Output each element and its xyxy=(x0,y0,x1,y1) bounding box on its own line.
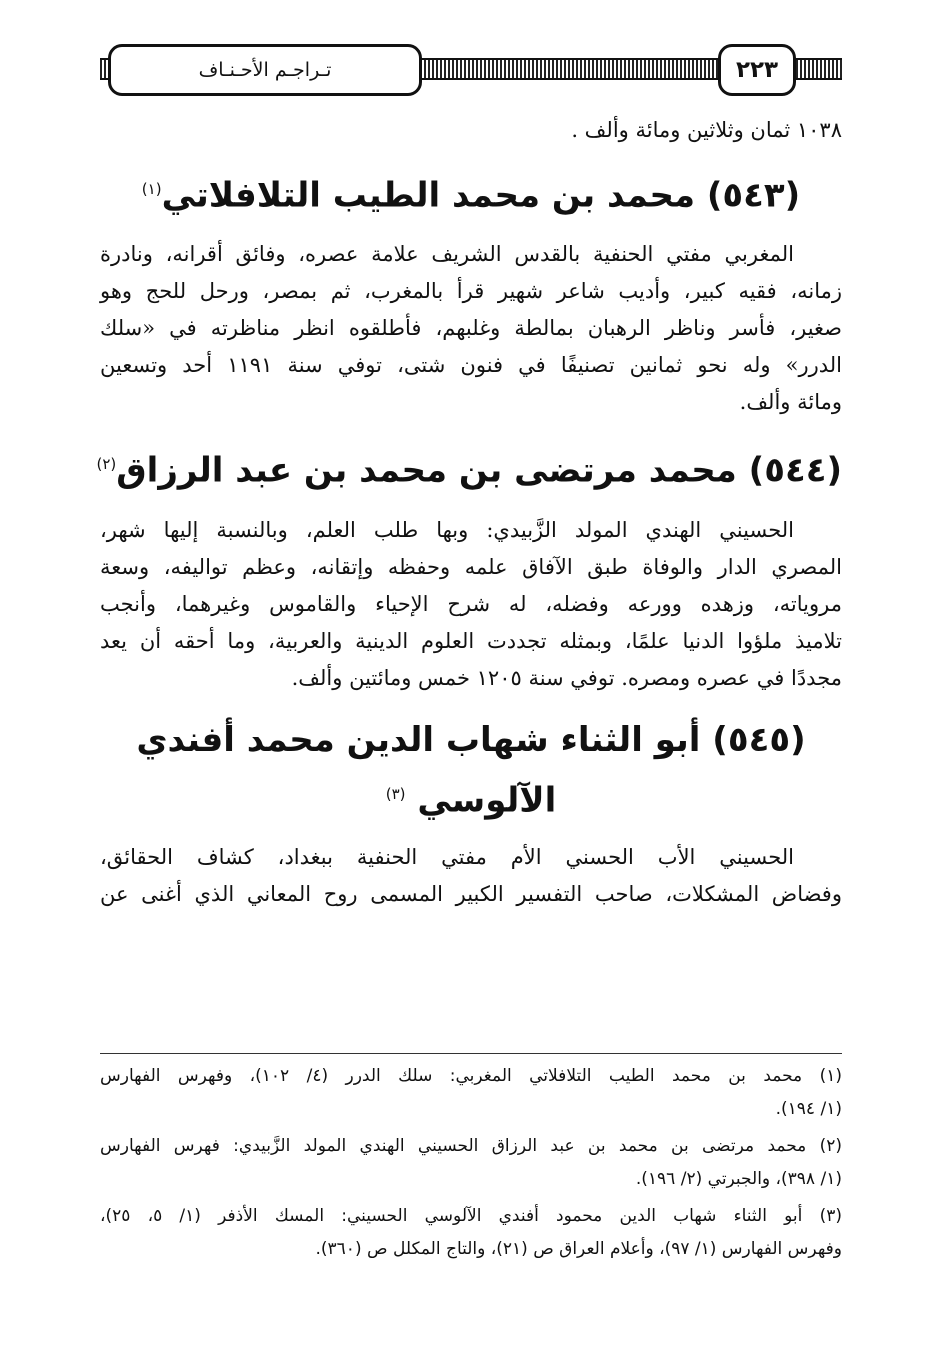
body-line: وفضاض المشكلات، صاحب التفسير الكبير المسمى روح المعاني الذي أغنى عن xyxy=(100,881,842,906)
entry-heading-text: (٥٤٣) محمد بن محمد الطيب التلافلاتي xyxy=(161,175,801,216)
footnotes xyxy=(100,1060,842,1270)
entry-heading-544 xyxy=(96,437,842,497)
body-line: صغير، فأسر وناظر الرهبان بمالطة وغلبهم، فأطلقوه انظر مناظرته في «سلك xyxy=(100,316,842,341)
running-header xyxy=(100,44,842,98)
entry-body-544 xyxy=(100,512,842,697)
entry-heading-545-line2 xyxy=(100,767,842,827)
body-line: مروياته، وزهده وورعه وفضله، له شرح الإحياء والقاموس وغيرهما، وأنجب xyxy=(100,591,842,616)
entry-body-543 xyxy=(100,236,842,421)
body-line: المغربي مفتي الحنفية بالقدس الشريف علامة عصره، وفائق أقرانه، ونادرة xyxy=(100,242,794,267)
page-number: ٢٢٣ xyxy=(735,57,779,83)
body-line: مجددًا في عصره ومصره. توفي سنة ١٢٠٥ خمس ومائتين وألف. xyxy=(291,665,842,690)
body-line: تلاميذ ملؤوا الدنيا علمًا، وبمثله تجددت العلوم الدينية والعربية، وما أحقه أن يعد xyxy=(100,628,842,653)
entry-heading-text: (٥٤٤) محمد مرتضى بن محمد بن عبد الرزاق xyxy=(116,450,842,491)
body-line: الدرر» وله نحو ثمانين تصنيفًا في فنون شتى، توفي سنة ١١٩١ أحد وتسعين xyxy=(100,353,842,378)
footnote-line: (١) محمد بن محمد الطيب التلافلاتي المغربي: سلك الدرر (٤/ ١٠٢)، وفهرس الفهارس xyxy=(100,1066,842,1086)
entry-heading-545 xyxy=(100,713,842,767)
footnote-ref: (٣) xyxy=(385,784,406,803)
body-line: الحسيني الهندي المولد الزَّبيدي: وبها طلب العلم، وبالنسبة إليها شهر، xyxy=(100,517,794,542)
body-line: ومائة وألف. xyxy=(739,390,842,415)
running-title: تـراجـم الأحـنـاف xyxy=(198,59,332,81)
footnote-ref: (١) xyxy=(141,180,162,198)
page-body xyxy=(96,110,842,913)
carry-over-line: ١٠٣٨ ثمان وثلاثين ومائة وألف . xyxy=(571,118,842,142)
footnote-2 xyxy=(100,1130,842,1196)
page-number-box xyxy=(718,44,796,96)
entry-heading-text: الآلوسي xyxy=(417,779,557,820)
body-line: زمانه، فقيه كبير، وأديب شاعر شهير قرأ بالمغرب، ثم بمصر، ورحل للحج وهو xyxy=(100,279,842,304)
footnote-line: (٢) محمد مرتضى بن محمد بن عبد الرزاق الحسيني الهندي المولد الزَّبيدي: فهرس الفهارس xyxy=(100,1136,842,1156)
footnote-line: (١/ ٣٩٨)، والجبرتي (٢/ ١٩٦). xyxy=(635,1169,842,1189)
entry-heading-543 xyxy=(100,162,842,222)
entry-heading-text: (٥٤٥) أبو الثناء شهاب الدين محمد أفندي xyxy=(136,719,806,760)
running-title-box xyxy=(108,44,422,96)
body-line: المصري الدار والوفاة طبق الآفاق علمه وحفظه وإتقانه، وعظم تواليفه، وسعة xyxy=(100,554,842,579)
footnote-line: وفهرس الفهارس (١/ ٩٧)، وأعلام العراق ص (٢١)، والتاج المكلل ص (٣٦٠). xyxy=(315,1239,842,1259)
footnote-line: (١/ ١٩٤). xyxy=(775,1099,842,1119)
footnote-separator xyxy=(100,1053,842,1054)
body-line: الحسيني الأب الحسني الأم مفتي الحنفية ببغداد، كشاف الحقائق، xyxy=(100,844,794,869)
footnote-ref: (٢) xyxy=(96,455,117,474)
footnote-line: (٣) أبو الثناء شهاب الدين محمود أفندي الآلوسي الحسيني: المسك الأذفر (١/ ٥، ٢٥)، xyxy=(100,1206,842,1226)
entry-body-545 xyxy=(100,839,842,913)
footnote-1 xyxy=(100,1060,842,1126)
footnote-3 xyxy=(100,1200,842,1266)
